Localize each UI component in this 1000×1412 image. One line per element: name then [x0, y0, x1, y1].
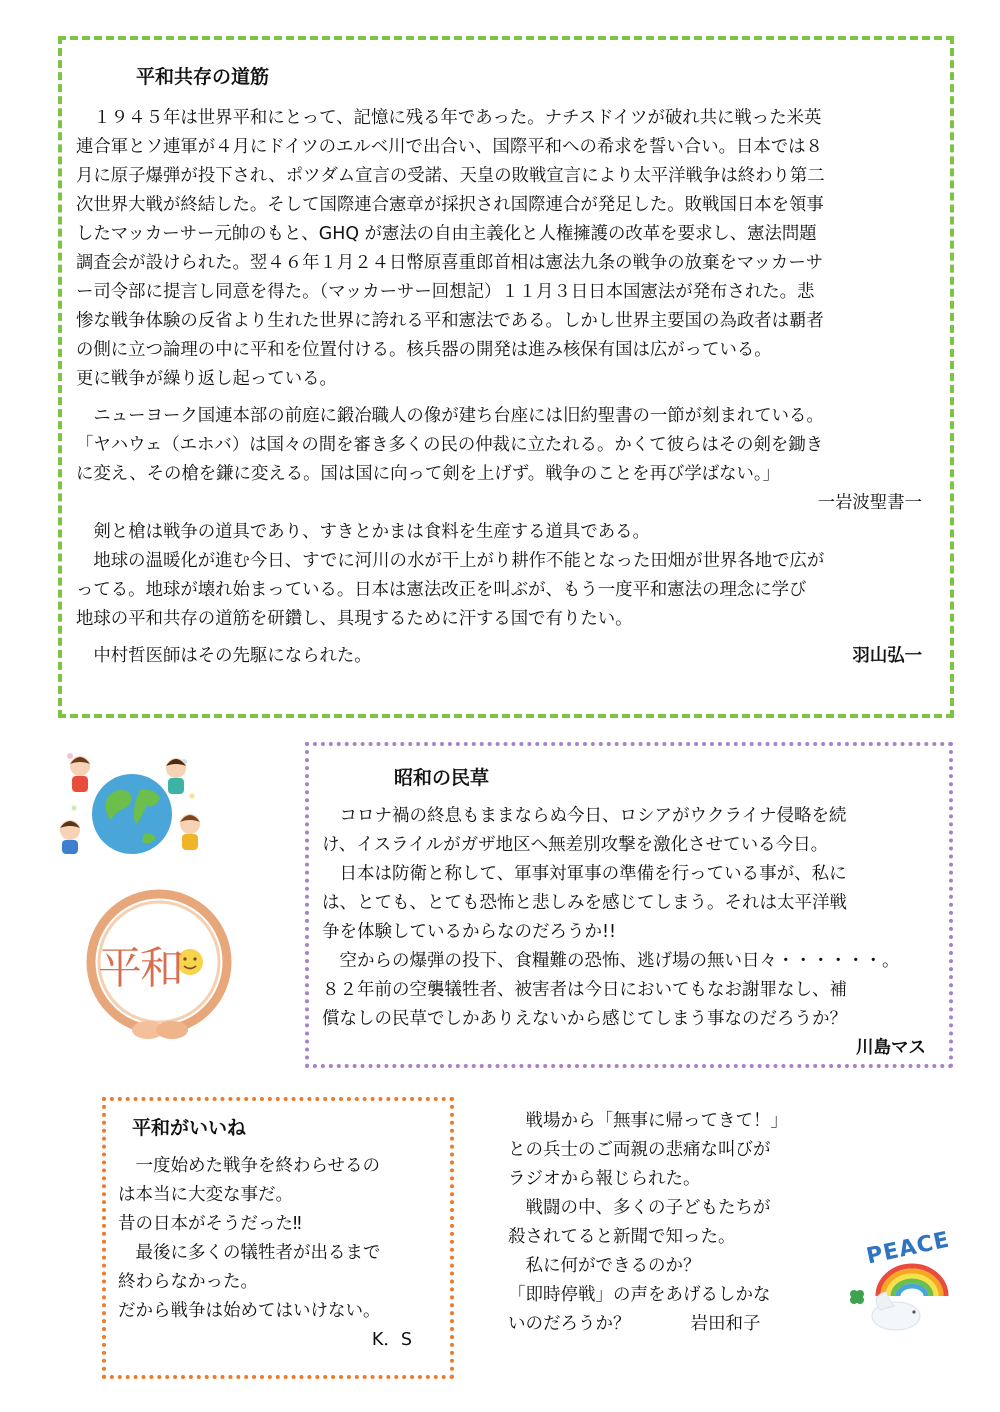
text-line: ー司令部に提言し同意を得た。（マッカーサー回想記）１１月３日日本国憲法が発布された。悲 [76, 282, 815, 302]
text-line: 私に何ができるのか？ [508, 1256, 701, 1276]
rainbow-icon [878, 1266, 946, 1296]
text-line: 一度始めた戦争を終わらせるの [118, 1156, 380, 1176]
text-line: したマッカーサー元帥のもと、GHQ が憲法の自由主義化と人権擁護の改革を要求し、憲法問題 [76, 224, 817, 244]
text-line-with-author [508, 1310, 808, 1339]
text-line: ８２年前の空襲犠牲者、被害者は今日においてもなお謝罪なし、補 [322, 980, 847, 1000]
text-line: 戦場から「無事に帰ってきて！」 [508, 1111, 788, 1131]
text-line: コロナ禍の終息もままならぬ今日、ロシアがウクライナ侵略を続 [322, 806, 847, 826]
text-line: は、とても、とても恐怖と悲しみを感じてしまう。それは太平洋戦 [322, 893, 847, 913]
text-line: け、イスライルがガザ地区へ無差別攻撃を激化させている今日。 [322, 835, 829, 855]
author-name: 岩田和子 [690, 1314, 761, 1334]
text-line: 争を体験しているからなのだろうか!! [322, 922, 617, 942]
author-name: 川島マス [856, 1038, 926, 1058]
text-line: いのだろうか？ [508, 1314, 631, 1334]
text-line: 最後に多くの犠牲者が出るまで [118, 1243, 381, 1263]
text-line: 次世界大戦が終結した。そして国際連合憲章が採択され国際連合が発足した。敗戦国日本を領事 [76, 195, 824, 215]
text-line: の側に立つ論理の中に平和を位置付ける。核兵器の開発は進み核保有国は広がっている。 [76, 340, 772, 360]
article-body-peace-is-good [118, 1152, 440, 1355]
children-earth-illustration [52, 738, 208, 860]
text-line: との兵士のご両親の悲痛な叫びが [508, 1140, 771, 1160]
text-line: 終わらなかった。 [118, 1272, 258, 1292]
text-line: 「即時停戦」の声をあげるしかな [508, 1285, 771, 1305]
text-line: 地球の平和共存の道筋を研鑽し、具現するために汗する国で有りたい。 [76, 609, 633, 629]
author-name: 羽山弘一 [852, 646, 922, 666]
clover-icon [850, 1290, 864, 1304]
text-line: 空からの爆弾の投下、食糧難の恐怖、逃げ場の無い日々・・・・・・。 [322, 951, 900, 971]
text-line: 殺されてると新聞で知った。 [508, 1227, 736, 1247]
child-right-bottom [180, 814, 200, 850]
text-line: ってる。地球が壊れ始まっている。日本は憲法改正を叫ぶが、もう一度平和憲法の理念に学び [76, 580, 807, 600]
author-name: K．S [371, 1330, 412, 1350]
article-body-war-voices [508, 1107, 808, 1339]
article-body-peaceful-coexistence [76, 104, 942, 671]
peace-logo-text: PEACE [864, 1227, 953, 1270]
earth [92, 774, 172, 854]
article-title: 平和共存の道筋 [136, 66, 270, 88]
text-line: 「ヤハウェ（エホバ）は国々の間を審き多くの民の仲裁に立たれる。かくて彼らはその剣を鋤き [76, 435, 824, 455]
text-line: 剣と槍は戦争の道具であり、すきとかまは食料を生産する道具である。 [76, 522, 650, 542]
text-line: 調査会が設けられた。翌４６年１月２４日幣原喜重郎首相は憲法九条の戦争の放棄をマッカーサ [76, 253, 824, 273]
handshake-icon [132, 1021, 188, 1039]
child-left-bottom [60, 820, 80, 854]
heiwa-logo-text: 平和 [98, 943, 182, 994]
text-line: 中村哲医師はその先駆になられた。 [76, 646, 372, 666]
text-line: だから戦争は始めてはいけない。 [118, 1301, 381, 1321]
article-title: 平和がいいね [132, 1117, 247, 1139]
text-line: 昔の日本がそうだった‼ [118, 1214, 302, 1234]
heiwa-ring-logo [78, 880, 240, 1050]
article-title: 昭和の民草 [394, 767, 490, 789]
text-line: に変え、その槍を鎌に変える。国は国に向って剣を上げず。戦争のことを再び学ばない。」 [76, 464, 780, 484]
citation: 一岩波聖書一 [817, 493, 922, 513]
child-right-top [166, 758, 186, 794]
article-body-showa-people [322, 802, 940, 1063]
text-line: ニューヨーク国連本部の前庭に鍛冶職人の像が建ち台座には旧約聖書の一節が刻まれている。 [76, 406, 824, 426]
text-line: 日本は防衛と称して、軍事対軍事の準備を行っている事が、私に [322, 864, 847, 884]
dove-icon [872, 1292, 920, 1330]
text-line: １９４５年は世界平和にとって、記憶に残る年であった。ナチスドイツが破れ共に戦った米英 [76, 108, 822, 128]
text-line: ラジオから報じられた。 [508, 1169, 701, 1189]
text-line: 更に戦争が繰り返し起っている。 [76, 369, 337, 389]
text-line-with-author [76, 642, 942, 671]
text-line: 戦闘の中、多くの子どもたちが [508, 1198, 771, 1218]
text-line: 月に原子爆弾が投下され、ポツダム宣言の受諾、天皇の敗戦宣言により太平洋戦争は終わり第二 [76, 166, 825, 186]
text-line: 償なしの民草でしかありえないから感じてしまう事なのだろうか？ [322, 1009, 847, 1029]
text-line: 惨な戦争体験の反省より生れた世界に誇れる平和憲法である。しかし世界主要国の為政者は覇者 [76, 311, 824, 331]
child-left-top [70, 756, 90, 792]
peace-logo [840, 1227, 960, 1342]
text-line: 地球の温暖化が進む今日、すでに河川の水が干上がり耕作不能となった田畑が世界各地で広が [76, 551, 825, 571]
text-line: は本当に大変な事だ。 [118, 1185, 293, 1205]
text-line: 連合軍とソ連軍が４月にドイツのエルベ川で出合い、国際平和への希求を誓い合い。日本では８ [76, 137, 823, 157]
